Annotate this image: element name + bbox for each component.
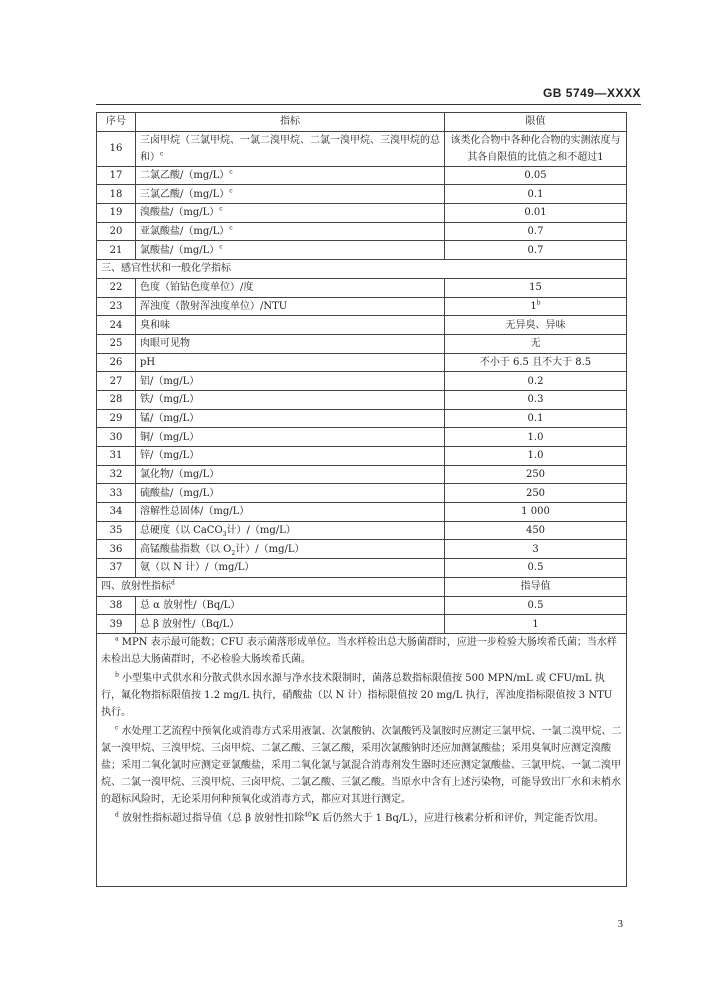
col-header-limit: 限值 (445, 113, 627, 132)
indicator-subscript: 2 (231, 549, 236, 557)
indicator-text: 总硬度（以 CaCO (140, 525, 223, 537)
table-row (97, 353, 627, 372)
indicator-name (136, 465, 445, 484)
indicator-text: 氯酸盐/（mg/L） (140, 244, 220, 256)
limit-value (445, 465, 627, 484)
indicator-name (136, 521, 445, 540)
limit-text: 0.5 (527, 562, 544, 574)
limit-text: 无 (530, 338, 541, 350)
limit-text: 0.3 (527, 394, 544, 406)
indicator-text: 亚氯酸盐/（mg/L） (140, 226, 230, 238)
indicator-text: 溶解性总固体/（mg/L） (140, 506, 250, 518)
row-number: 22 (97, 278, 136, 297)
col-header-indicator: 指标 (136, 113, 445, 132)
limit-text: 450 (525, 525, 546, 537)
table-header-row (97, 113, 627, 132)
limit-value (445, 484, 627, 503)
row-number: 29 (97, 409, 136, 428)
footnote-marker: d (171, 579, 175, 587)
footnote-marker: d (115, 811, 119, 819)
row-number: 34 (97, 503, 136, 522)
row-number: 17 (97, 166, 136, 185)
table-row (97, 559, 627, 578)
indicator-text: 计）/（mg/L） (226, 525, 296, 537)
indicator-text: 肉眼可见物 (140, 338, 190, 350)
section-title-text: 四、放射性指标 (101, 581, 171, 593)
page-number: 3 (617, 918, 623, 930)
limit-value (445, 596, 627, 615)
indicator-text: 氨（以 N 计）/（mg/L） (140, 562, 255, 574)
footnotes (97, 633, 627, 886)
table-row (97, 131, 627, 166)
row-number: 24 (97, 316, 136, 335)
indicator-text: 硫酸盐/（mg/L） (140, 487, 220, 499)
footnote-marker: c (115, 724, 119, 732)
indicator-name (136, 241, 445, 260)
table-row (97, 222, 627, 241)
limit-value (445, 540, 627, 559)
table-row (97, 465, 627, 484)
row-number: 28 (97, 390, 136, 409)
table-row (97, 521, 627, 540)
limit-value (445, 334, 627, 353)
row-number: 30 (97, 428, 136, 447)
row-number: 16 (97, 131, 136, 166)
row-number: 20 (97, 222, 136, 241)
table-row (97, 540, 627, 559)
footnote-marker: c (219, 243, 223, 251)
table-row (97, 484, 627, 503)
indicator-name (136, 131, 445, 166)
footnote-text: 水处理工艺流程中预氧化或消毒方式采用液氯、次氯酸钠、次氯酸钙及氯胺时应测定三氯甲烷、一氯二溴甲烷、二氯一溴甲烷、三溴甲烷、三卤甲烷、二氯乙酸、三氯乙酸，采用次氯酸钠时还应加测氯酸盐；采用臭氧时应测定溴酸盐；采用二氧化氯时应测定亚氯酸盐，采用二氧化氯与氯混合消毒剂发生器时还应测定氯酸盐、三氯甲烷、一氯二溴甲烷、二氯一溴甲烷、三溴甲烷、三卤甲烷、二氯乙酸、三氯乙酸。当原水中含有上述污染物，可能导致出厂水和末梢水的超标风险时，无论采用何种预氧化或消毒方式，都应对其进行测定。 (101, 725, 622, 805)
limit-text: 0.1 (527, 412, 544, 424)
indicator-text: 臭和味 (140, 319, 170, 331)
footnote-text: K 后仍然大于 1 Bq/L），应进行核素分析和评价，判定能否饮用。 (311, 812, 604, 824)
indicator-name (136, 166, 445, 185)
indicator-text: 二氯乙酸/（mg/L） (140, 170, 230, 182)
indicator-name (136, 447, 445, 466)
indicator-text: 总 α 放射性/（Bq/L） (140, 599, 241, 611)
limit-text: 0.7 (527, 226, 544, 238)
indicator-text: 铁/（mg/L） (140, 394, 200, 406)
limit-value (445, 166, 627, 185)
footnote-marker: a (115, 635, 119, 643)
limit-text: 1.0 (527, 450, 544, 462)
indicator-table (96, 112, 627, 887)
footnote-marker: c (229, 224, 233, 232)
limit-value (445, 409, 627, 428)
row-number: 31 (97, 447, 136, 466)
table-row (97, 372, 627, 391)
table-row (97, 409, 627, 428)
footnote-text: 放射性指标超过指导值（总 β 放射性扣除 (122, 812, 305, 824)
section-title: 三、感官性状和一般化学指标 (97, 260, 627, 279)
row-number: 39 (97, 615, 136, 634)
row-number: 23 (97, 297, 136, 316)
row-number: 19 (97, 204, 136, 223)
row-number: 38 (97, 596, 136, 615)
standard-code: GB 5749—XXXX (542, 86, 641, 100)
limit-value (445, 521, 627, 540)
row-number: 27 (97, 372, 136, 391)
limit-text: 1 000 (521, 506, 550, 518)
footnote-marker: b (115, 671, 119, 679)
limit-value (445, 241, 627, 260)
col-header-no: 序号 (97, 113, 136, 132)
limit-text: 0.5 (527, 599, 544, 611)
table-row (97, 503, 627, 522)
indicator-name (136, 353, 445, 372)
limit-text: 1 (530, 300, 537, 312)
row-number: 21 (97, 241, 136, 260)
footnote-marker: c (219, 206, 223, 214)
limit-text: 0.7 (527, 244, 544, 256)
limit-value (445, 278, 627, 297)
table-row (97, 241, 627, 260)
footnote-marker: c (229, 187, 233, 195)
indicator-name (136, 559, 445, 578)
table-row (97, 596, 627, 615)
indicator-text: 溴酸盐/（mg/L） (140, 207, 220, 219)
footnote-a (101, 634, 622, 668)
row-number: 36 (97, 540, 136, 559)
limit-value (445, 372, 627, 391)
notes-row (97, 633, 627, 886)
indicator-text: 高锰酸盐指数（以 O (140, 543, 232, 555)
section-limit-header: 指导值 (445, 577, 627, 596)
section-row-radioactive (97, 577, 627, 596)
table-row (97, 390, 627, 409)
table-row (97, 447, 627, 466)
footnote-text: 小型集中式供水和分散式供水因水源与净水技术限制时，菌落总数指标限值按 500 MPN/mL 或 CFU/mL 执行，氟化物指标限值按 1.2 mg/L 执行，硝酸盐（以 N 计）指标限值按 20 mg/L 执行，浑浊度指标限值按 3 NTU 执行。 (101, 672, 613, 718)
indicator-name (136, 596, 445, 615)
indicator-name (136, 222, 445, 241)
indicator-name (136, 185, 445, 204)
limit-value (445, 131, 627, 166)
limit-value (445, 428, 627, 447)
indicator-name (136, 278, 445, 297)
footnote-marker: c (229, 168, 233, 176)
indicator-name (136, 484, 445, 503)
table-row (97, 428, 627, 447)
table-row (97, 334, 627, 353)
limit-text: 0.01 (524, 207, 547, 219)
indicator-name (136, 316, 445, 335)
limit-value (445, 316, 627, 335)
indicator-subscript: 3 (222, 531, 227, 539)
limit-value (445, 185, 627, 204)
footnote-text: MPN 表示最可能数；CFU 表示菌落形成单位。当水样检出总大肠菌群时，应进一步检验大肠埃希氏菌；当水样未检出总大肠菌群时，不必检验大肠埃希氏菌。 (101, 636, 617, 665)
limit-text: 15 (529, 282, 542, 294)
section-title (97, 577, 445, 596)
limit-value (445, 222, 627, 241)
limit-value (445, 297, 627, 316)
limit-text: 1 (532, 618, 539, 630)
limit-text: 该类化合物中各种化合物的实测浓度与其各自限值的比值之和不超过1 (450, 134, 621, 163)
footnote-marker: b (536, 299, 541, 307)
indicator-name (136, 372, 445, 391)
footnote-c (101, 723, 622, 808)
table-row (97, 185, 627, 204)
limit-text: 不小于 6.5 且不大于 8.5 (479, 356, 592, 368)
indicator-text: 铜/（mg/L） (140, 431, 200, 443)
row-number: 18 (97, 185, 136, 204)
limit-value (445, 559, 627, 578)
limit-value (445, 204, 627, 223)
row-number: 33 (97, 484, 136, 503)
isotope-superscript: 40 (304, 811, 312, 819)
indicator-name (136, 297, 445, 316)
limit-value (445, 615, 627, 634)
limit-text: 250 (525, 487, 546, 499)
footnote-d (101, 810, 622, 827)
limit-text: 0.05 (524, 170, 547, 182)
indicator-name (136, 540, 445, 559)
limit-value (445, 353, 627, 372)
indicator-name (136, 428, 445, 447)
limit-text: 无异臭、异味 (505, 319, 566, 331)
indicator-text: 计）/（mg/L） (235, 543, 305, 555)
table-row (97, 166, 627, 185)
limit-text: 0.1 (527, 188, 544, 200)
indicator-text: 总 β 放射性/（Bq/L） (140, 618, 240, 630)
limit-text: 1.0 (527, 431, 544, 443)
row-number: 37 (97, 559, 136, 578)
table-row (97, 204, 627, 223)
indicator-text: 三氯乙酸/（mg/L） (140, 188, 230, 200)
row-number: 32 (97, 465, 136, 484)
row-number: 25 (97, 334, 136, 353)
table-row (97, 278, 627, 297)
indicator-text: 锌/（mg/L） (140, 450, 200, 462)
table-row (97, 615, 627, 634)
indicator-name (136, 204, 445, 223)
limit-value (445, 447, 627, 466)
indicator-name (136, 390, 445, 409)
limit-value (445, 390, 627, 409)
limit-text: 250 (525, 469, 546, 481)
indicator-text: 氯化物/（mg/L） (140, 469, 220, 481)
indicator-name (136, 334, 445, 353)
indicator-text: 三卤甲烷（三氯甲烷、一氯二溴甲烷、二氯一溴甲烷、三溴甲烷的总和） (140, 134, 440, 163)
indicator-text: 锰/（mg/L） (140, 412, 200, 424)
row-number: 26 (97, 353, 136, 372)
table-row (97, 297, 627, 316)
limit-text: 3 (532, 543, 539, 555)
indicator-text: 浑浊度（散射浑浊度单位）/NTU (140, 300, 288, 312)
indicator-text: 铝/（mg/L） (140, 375, 200, 387)
table-row (97, 316, 627, 335)
indicator-name (136, 615, 445, 634)
footnote-b (101, 670, 622, 721)
limit-text: 0.2 (527, 375, 544, 387)
indicator-name (136, 503, 445, 522)
section-row-sensory (97, 260, 627, 279)
indicator-text: 色度（铂钴色度单位）/度 (140, 282, 254, 294)
header-rule (96, 104, 641, 105)
row-number: 35 (97, 521, 136, 540)
limit-value (445, 503, 627, 522)
indicator-text: pH (140, 356, 156, 368)
indicator-name (136, 409, 445, 428)
footnote-marker: c (160, 150, 164, 158)
